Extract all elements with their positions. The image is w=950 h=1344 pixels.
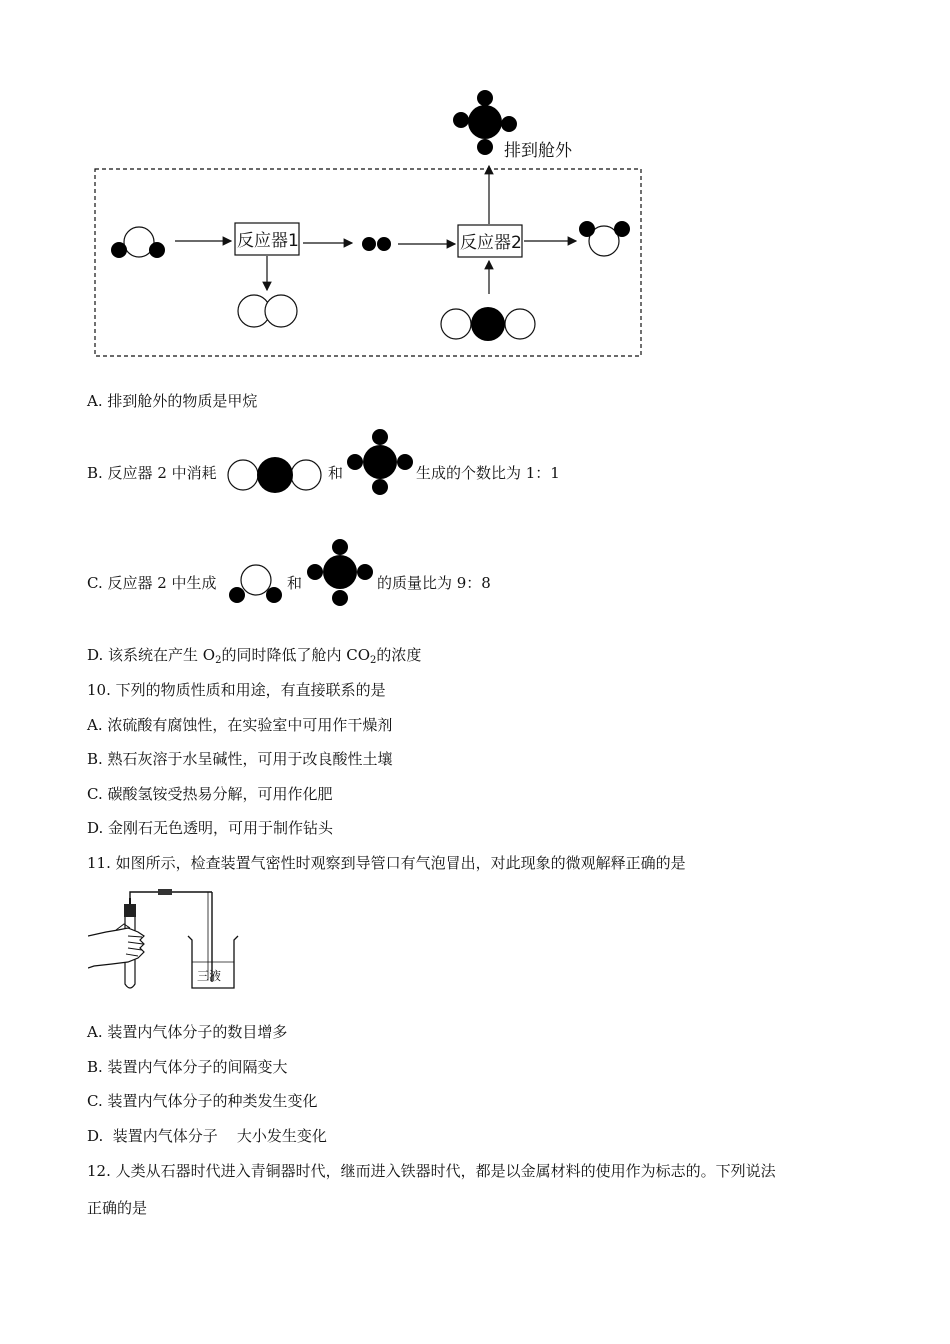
option-9d-part3: 的浓度 — [376, 646, 422, 664]
question-10-stem: 10. 下列的物质性质和用途，有直接联系的是 — [87, 681, 386, 699]
option-9b-prefix: B. 反应器 2 中消耗 — [87, 464, 217, 482]
reactor1-label: 反应器1 — [237, 231, 299, 251]
reactor2-label: 反应器2 — [460, 233, 522, 253]
option-11c: C. 装置内气体分子的种类发生变化 — [87, 1092, 318, 1110]
option-9d-sub2: 2 — [370, 655, 377, 666]
option-9d — [87, 645, 421, 671]
question-12-stem-line1: 12. 人类从石器时代进入青铜器时代，继而进入铁器时代，都是以金属材料的使用作为标志的。下列说法 — [87, 1162, 776, 1180]
reaction-system-diagram — [0, 0, 950, 380]
system-boundary — [95, 169, 641, 356]
option-11a: A. 装置内气体分子的数目增多 — [87, 1023, 288, 1041]
water-molecule-input — [111, 227, 165, 258]
methane-molecule-icon — [345, 428, 415, 498]
question-12-stem-line2: 正确的是 — [87, 1199, 148, 1217]
vent-label: 排到舱外 — [504, 141, 572, 161]
option-9d-part1: D. 该系统在产生 O — [87, 646, 216, 664]
option-9a: A. 排到舱外的物质是甲烷 — [87, 392, 258, 410]
hydrogen-molecule — [362, 237, 391, 251]
methane-molecule-icon — [305, 538, 375, 610]
option-9d-part2: 的同时降低了舱内 CO — [221, 646, 371, 664]
question-11-stem: 11. 如图所示，检查装置气密性时观察到导管口有气泡冒出，对此现象的微观解释正确的是 — [87, 854, 686, 872]
water-molecule-icon — [226, 562, 286, 606]
option-9c-and: 和 — [287, 574, 303, 592]
co2-molecule-icon — [224, 455, 324, 495]
oxygen-molecule-output — [238, 295, 297, 327]
option-10b: B. 熟石灰溶于水呈碱性，可用于改良酸性土壤 — [87, 750, 393, 768]
option-9b-suffix: 生成的个数比为 1：1 — [416, 464, 560, 482]
option-9c-suffix: 的质量比为 9：8 — [377, 574, 491, 592]
option-10d: D. 金刚石无色透明，可用于制作钻头 — [87, 819, 334, 837]
option-11b: B. 装置内气体分子的间隔变大 — [87, 1058, 288, 1076]
co2-molecule-input — [441, 307, 535, 341]
option-9c-prefix: C. 反应器 2 中生成 — [87, 574, 217, 592]
option-11d: D. 装置内气体分子 大小发生变化 — [87, 1127, 327, 1145]
option-10c: C. 碳酸氢铵受热易分解，可用作化肥 — [87, 785, 333, 803]
beaker-label: 三液 — [197, 969, 222, 983]
option-9b-and: 和 — [328, 464, 344, 482]
water-molecule-output — [579, 221, 630, 256]
option-9d-sub1: 2 — [215, 655, 222, 666]
option-10a: A. 浓硫酸有腐蚀性，在实验室中可用作干燥剂 — [87, 716, 393, 734]
airtightness-apparatus-figure — [88, 884, 248, 994]
